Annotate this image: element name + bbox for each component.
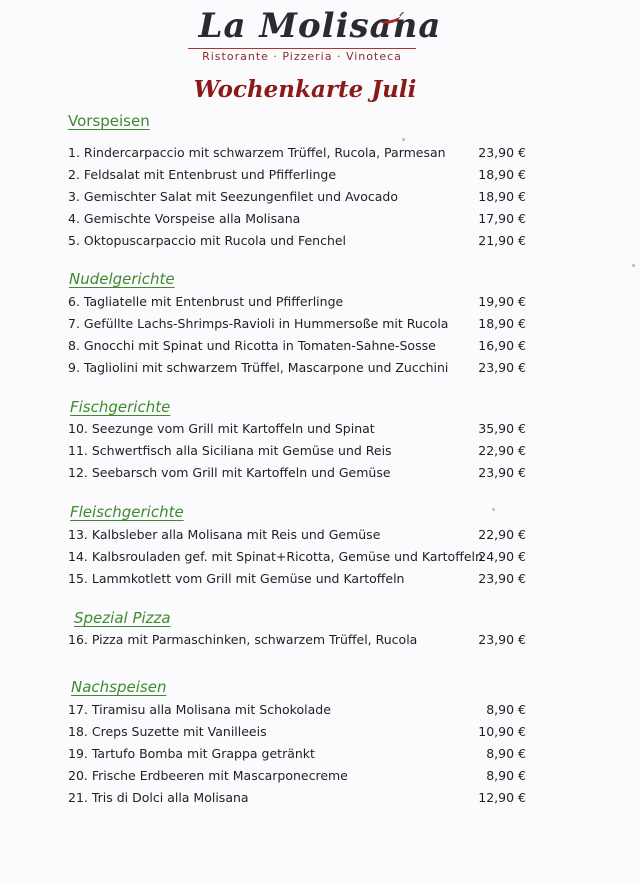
menu-item: [68, 570, 538, 588]
item-price: 21,90 €: [478, 233, 526, 248]
section-title-fischgerichte: Fischgerichte: [70, 398, 171, 416]
menu-item: [68, 442, 538, 460]
item-price: 22,90 €: [478, 527, 526, 542]
menu-item: [68, 293, 538, 311]
menu-item: [68, 789, 538, 807]
menu-item: [68, 745, 538, 763]
paper-speck: [492, 508, 495, 511]
paper-speck: [632, 264, 635, 267]
item-price: 24,90 €: [478, 549, 526, 564]
item-price: 35,90 €: [478, 421, 526, 436]
item-price: 8,90 €: [486, 702, 526, 717]
item-name: 20. Frische Erdbeeren mit Mascarponecreme: [68, 768, 348, 783]
menu-item: [68, 767, 538, 785]
item-name: 15. Lammkotlett vom Grill mit Gemüse und Kartoffeln: [68, 571, 405, 586]
item-name: 12. Seebarsch vom Grill mit Kartoffeln und Gemüse: [68, 465, 391, 480]
menu-item: [68, 723, 538, 741]
item-price: 10,90 €: [478, 724, 526, 739]
item-name: 21. Tris di Dolci alla Molisana: [68, 790, 249, 805]
section-title-spezial-pizza: Spezial Pizza: [74, 609, 171, 627]
item-name: 3. Gemischter Salat mit Seezungenfilet und Avocado: [68, 189, 398, 204]
menu-item: [68, 144, 538, 162]
item-name: 11. Schwertfisch alla Siciliana mit Gemüse und Reis: [68, 443, 392, 458]
menu-item: [68, 232, 538, 250]
item-price: 22,90 €: [478, 443, 526, 458]
item-price: 16,90 €: [478, 338, 526, 353]
section-title-fleischgerichte: Fleischgerichte: [70, 503, 184, 521]
section-title-vorspeisen: Vorspeisen: [68, 112, 150, 130]
menu-item: [68, 464, 538, 482]
menu-item: [68, 188, 538, 206]
menu-item: [68, 166, 538, 184]
logo-text: La Molisana: [198, 6, 442, 46]
section-title-nachspeisen: Nachspeisen: [71, 678, 167, 696]
item-name: 14. Kalbsrouladen gef. mit Spinat+Ricotta, Gemüse und Kartoffeln: [68, 549, 483, 564]
item-name: 17. Tiramisu alla Molisana mit Schokolade: [68, 702, 331, 717]
item-name: 10. Seezunge vom Grill mit Kartoffeln und Spinat: [68, 421, 375, 436]
menu-item: [68, 210, 538, 228]
item-price: 17,90 €: [478, 211, 526, 226]
logo-divider: [188, 48, 416, 49]
item-name: 19. Tartufo Bomba mit Grappa getränkt: [68, 746, 315, 761]
item-name: 9. Tagliolini mit schwarzem Trüffel, Mascarpone und Zucchini: [68, 360, 449, 375]
item-price: 18,90 €: [478, 167, 526, 182]
paper-speck: [402, 138, 405, 141]
restaurant-logo: [0, 6, 640, 46]
item-price: 8,90 €: [486, 746, 526, 761]
item-name: 5. Oktopuscarpaccio mit Rucola und Fenchel: [68, 233, 347, 248]
item-name: 2. Feldsalat mit Entenbrust und Pfifferlinge: [68, 167, 337, 182]
item-price: 23,90 €: [478, 632, 526, 647]
item-price: 12,90 €: [478, 790, 526, 805]
menu-item: [68, 359, 538, 377]
menu-item: [68, 337, 538, 355]
item-price: 8,90 €: [486, 768, 526, 783]
item-name: 4. Gemischte Vorspeise alla Molisana: [68, 211, 301, 226]
menu-item: [68, 631, 538, 649]
item-price: 23,90 €: [478, 465, 526, 480]
menu-item: [68, 315, 538, 333]
item-price: 23,90 €: [478, 571, 526, 586]
page-title: Wochenkarte Juli: [193, 76, 417, 103]
item-price: 19,90 €: [478, 294, 526, 309]
item-price: 23,90 €: [478, 360, 526, 375]
menu-item: [68, 526, 538, 544]
section-title-nudelgerichte: Nudelgerichte: [69, 270, 175, 288]
item-name: 6. Tagliatelle mit Entenbrust und Pfifferlinge: [68, 294, 344, 309]
item-price: 18,90 €: [478, 316, 526, 331]
item-name: 18. Creps Suzette mit Vanilleeis: [68, 724, 267, 739]
chili-pepper-icon: [378, 12, 404, 26]
item-price: 23,90 €: [478, 145, 526, 160]
menu-item: [68, 548, 538, 566]
menu-item: [68, 701, 538, 719]
item-name: 8. Gnocchi mit Spinat und Ricotta in Tomaten-Sahne-Sosse: [68, 338, 436, 353]
item-name: 13. Kalbsleber alla Molisana mit Reis und Gemüse: [68, 527, 381, 542]
item-name: 16. Pizza mit Parmaschinken, schwarzem Trüffel, Rucola: [68, 632, 418, 647]
item-name: 7. Gefüllte Lachs-Shrimps-Ravioli in Hummersoße mit Rucola: [68, 316, 449, 331]
restaurant-tagline: Ristorante · Pizzeria · Vinoteca: [202, 50, 402, 63]
item-name: 1. Rindercarpaccio mit schwarzem Trüffel, Rucola, Parmesan: [68, 145, 446, 160]
item-price: 18,90 €: [478, 189, 526, 204]
menu-item: [68, 420, 538, 438]
